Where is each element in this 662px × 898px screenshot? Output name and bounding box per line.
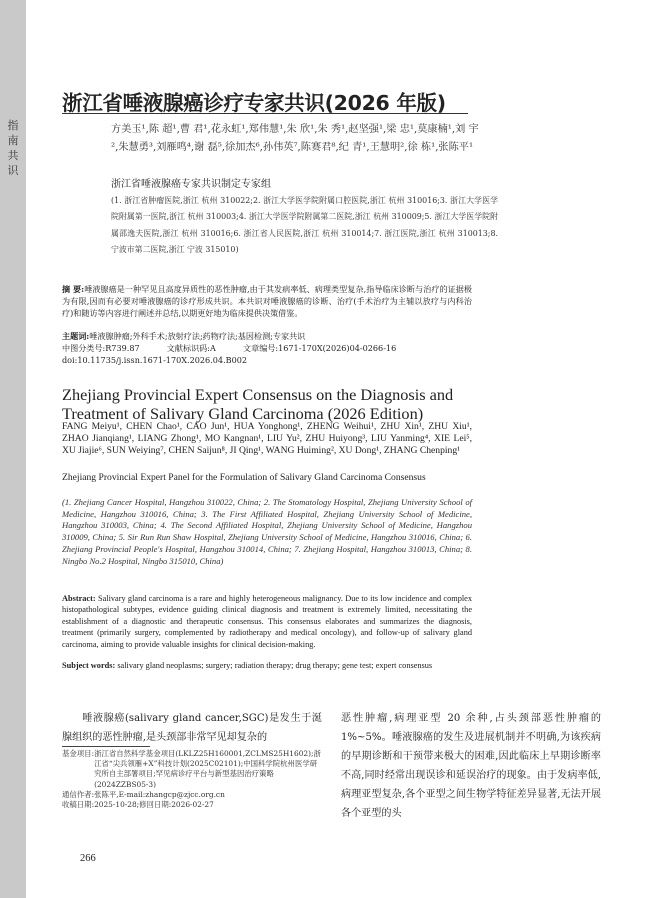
article-number: 1671-170X(2026)04-0266-16: [278, 343, 397, 353]
correspondence-item: [62, 790, 324, 800]
chinese-affiliations: (1. 浙江省肿瘤医院,浙江 杭州 310022;2. 浙江大学医学院附属口腔医院,浙江 杭州 310016;3. 浙江大学医学院附属第一医院,浙江 杭州 310003;4. 浙江大学医学院附属第二医院,浙江 杭州 310009;5. 浙江大学医学院附属邵逸夫医院,浙江 杭州 310016;6. 浙江省人民医院,浙江 杭州 310014;7. 浙江医院,浙江 杭州 310013;8. 宁波市第二医院,浙江 宁波 315010): [111, 196, 498, 255]
chinese-keywords: [62, 331, 305, 342]
english-abstract-text: Salivary gland carcinoma is a rare and highly heterogeneous malignancy. Due to its low incidence and complex histopathological subtypes, evidence guiding clinical diagnosis and treatment is extremely limited, necessitating the establishment of a diagnostic and therapeutic consensus. This consensus elaborates and summarizes the diagnosis, treatment (primarily surgery, complemented by radiotherapy and medical oncology), and follow-up of salivary gland carcinoma, aiming to provide valuable insights for clinical decision-making.: [62, 594, 472, 649]
dates-label: 收稿日期:: [62, 800, 95, 810]
fund-text: 浙江省自然科学基金项目(LKLZ25H160001,ZCLMS25H1602);浙江省“尖兵领雁+X”科技计划(2025C02101);中国科学院杭州医学研究所自主部署项目;罕见病诊疗平台与新型基因治疗策略(2024ZZBS05-3): [94, 749, 321, 789]
article-number-label: 文章编号:: [243, 343, 279, 353]
english-authors: FANG Meiyu¹, CHEN Chao¹, CAO Jun¹, HUA Yonghong¹, ZHENG Weihui¹, ZHU Xin¹, ZHU Xiu¹, ZHAO Jianqiang¹, LIANG Zhong¹, MO Kangnan¹, LIU Yu², ZHU Huiyong³, LIU Yanming⁴, XIE Lei⁵, XU Jiajie⁶, SUN Weiying⁷, CHEN Saijun⁸, JI Qing¹, WANG Huiming², XU Dong¹, ZHANG Chenping¹: [62, 421, 472, 456]
footnote: [62, 749, 324, 810]
section-label: 指南共识: [7, 119, 19, 177]
english-affiliations: (1. Zhejiang Cancer Hospital, Hangzhou 310022, China; 2. The Stomatology Hospital, Zhejiang University School of Medicine, Hangzhou 310016, China; 3. The First Affiliated Hospital, Zhejiang University School of Medicine, Hangzhou 310003, China; 4. The Second Affiliated Hospital, Zhejiang University School of Medicine, Hangzhou 310009, China; 5. Sir Run Run Shaw Hospital, Zhejiang University School of Medicine, Hangzhou 310016, China; 6. Zhejiang Provincial People's Hospital, Hangzhou 310014, China; 7. Zhejiang Hospital, Hangzhou 310013, China; 8. Ningbo No.2 Hospital, Ningbo 315010, China): [62, 497, 472, 566]
expert-group: 浙江省唾液腺癌专家共识制定专家组: [111, 179, 271, 190]
chinese-abstract: [62, 283, 472, 320]
dates-item: [62, 800, 324, 810]
title-underline: [62, 113, 468, 114]
article-title: 浙江省唾液腺癌诊疗专家共识(2026 年版): [62, 91, 446, 115]
chinese-keywords-text: 唾液腺肿瘤;外科手术;放射疗法;药物疗法;基因检测;专家共识: [89, 331, 306, 341]
chinese-authors: 方美玉¹,陈 超¹,曹 君¹,花永虹¹,郑伟慧¹,朱 欣¹,朱 秀¹,赵坚强¹,梁 忠¹,莫康楠¹,刘 宇²,朱慧勇³,刘雁鸣⁴,谢 磊⁵,徐加杰⁶,孙伟英⁷,陈赛君⁸,纪 青¹,王慧明²,徐 栋¹,张陈平¹: [111, 124, 479, 153]
classification-line: [62, 343, 396, 354]
side-margin-band: [0, 0, 26, 898]
document-code: A: [209, 343, 216, 353]
chinese-abstract-label: 摘 要:: [62, 284, 85, 294]
class-number-label: 中图分类号:: [62, 343, 106, 353]
english-title: Zhejiang Provincial Expert Consensus on the Diagnosis and Treatment of Salivary Gland Carcinoma (2026 Edition): [62, 385, 454, 423]
fund-label: 基金项目:: [62, 749, 95, 758]
english-keywords-label: Subject words:: [62, 661, 116, 670]
footnote-rule: [62, 746, 150, 747]
english-keywords-text: salivary gland neoplasms; surgery; radiation therapy; drug therapy; gene test; expert consensus: [117, 661, 433, 670]
page-number: 266: [80, 853, 96, 864]
correspondence-label: 通信作者:: [62, 789, 95, 799]
body-text-left: 唾液腺癌(salivary gland cancer,SGC)是发生于涎腺组织的恶性肿瘤,是头颈部非常罕见却复杂的: [62, 713, 322, 743]
english-keywords: [62, 660, 472, 671]
chinese-abstract-text: 唾液腺癌是一种罕见且高度异质性的恶性肿瘤,由于其发病率低、病理类型复杂,指导临床诊断与治疗的证据极为有限,因而有必要对唾液腺癌的诊疗形成共识。本共识对唾液腺癌的诊断、治疗(手术治疗为主辅以放疗与内科治疗)和随访等内容进行阐述并总结,以期更好地为临床提供决策借鉴。: [62, 284, 472, 319]
english-abstract: [62, 593, 472, 650]
document-code-label: 文献标识码:: [166, 343, 210, 353]
class-number: R739.87: [105, 343, 140, 353]
dates-text: 2025-10-28;修回日期:2026-02-27: [94, 800, 214, 810]
english-panel: Zhejiang Provincial Expert Panel for the Formulation of Salivary Gland Carcinoma Consensus: [62, 472, 426, 483]
doi: doi:10.11735/j.issn.1671-170X.2026.04.B002: [62, 355, 248, 365]
fund-item: [62, 749, 324, 790]
chinese-keywords-label: 主题词:: [62, 331, 90, 341]
correspondence-text: 张陈平,E-mail:zhangcp@zjcc.org.cn: [94, 789, 225, 799]
body-text-right: 恶性肿瘤,病理亚型 20 余种,占头颈部恶性肿瘤的 1%~5%。唾液腺癌的发生及进展机制并不明确,为该疾病的早期诊断和干预带来极大的困难,因此临床上早期诊断率不高,同时经常出现误诊和延误治疗的现象。由于发病率低,病理亚型复杂,各个亚型之间生物学特征差异显著,无法开展各个亚型的头: [341, 713, 601, 819]
english-abstract-label: Abstract:: [62, 594, 96, 603]
